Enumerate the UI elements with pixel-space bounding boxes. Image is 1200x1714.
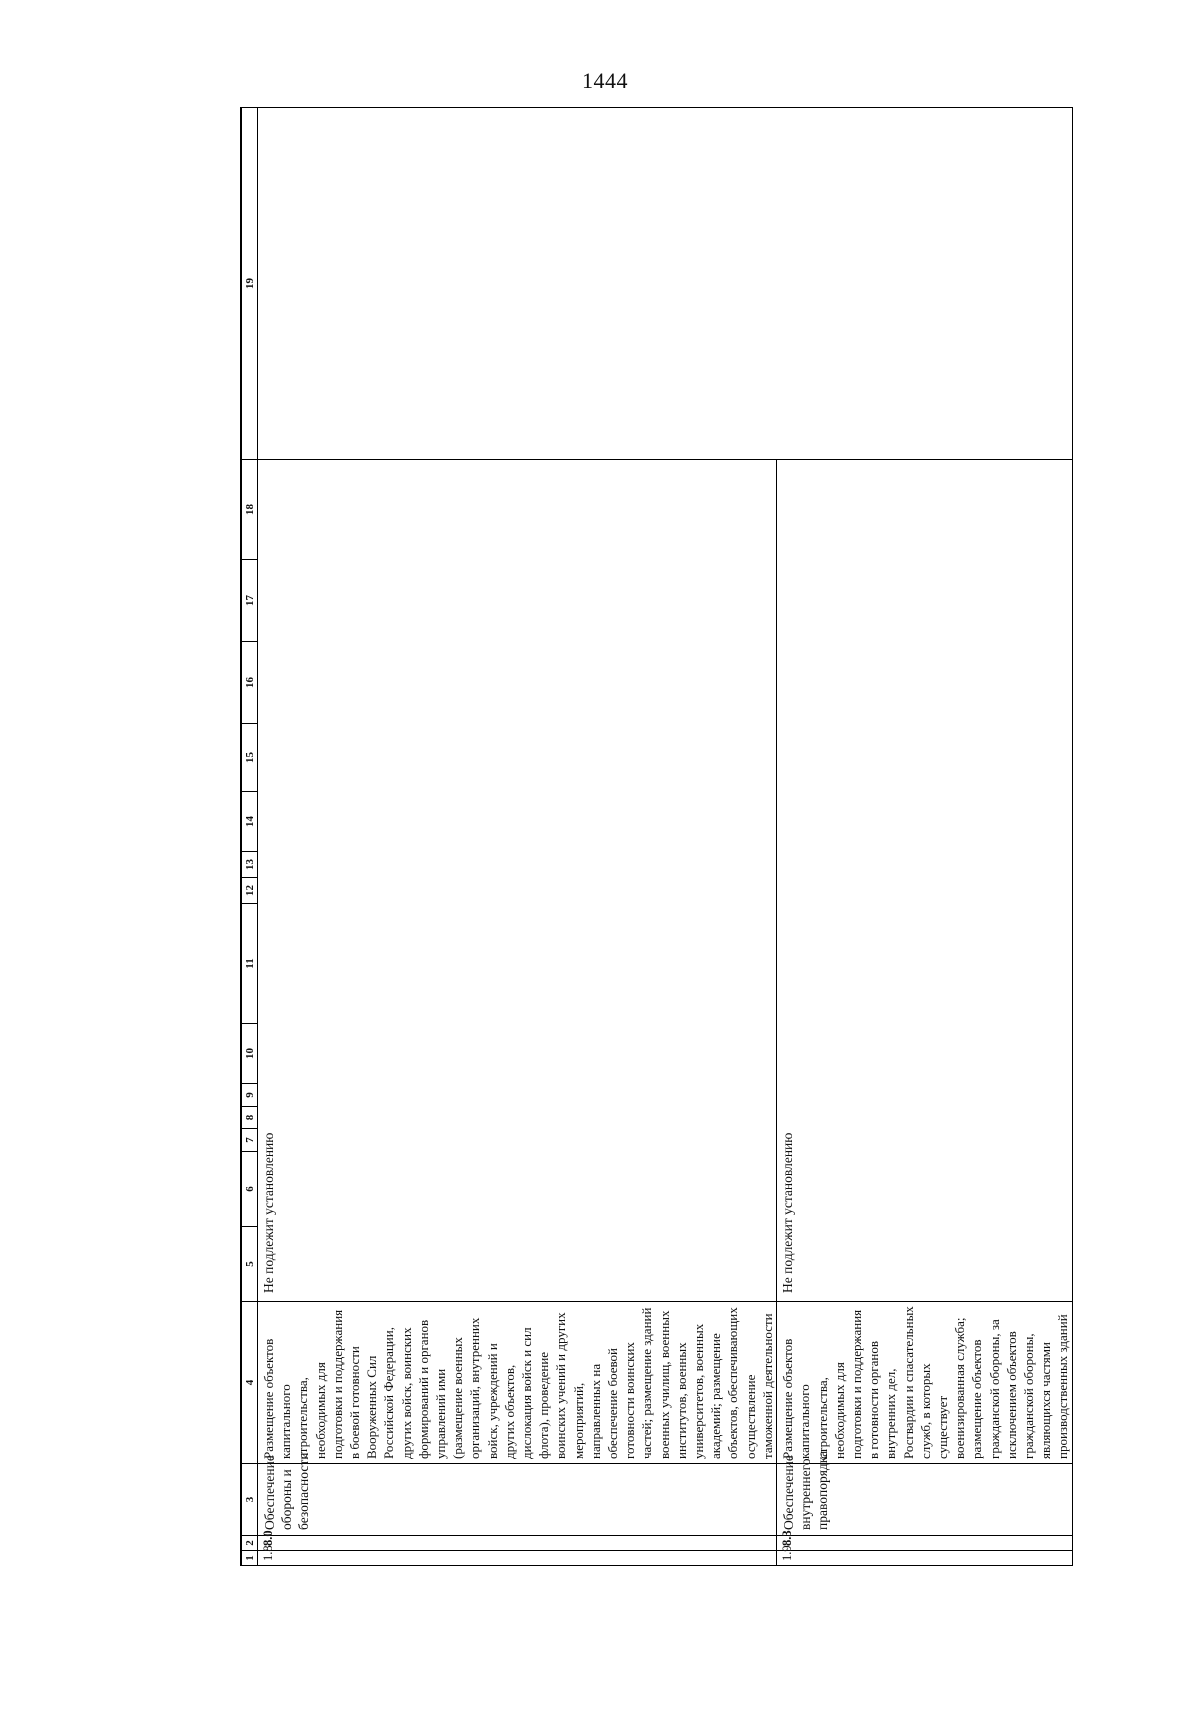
column-header: 12: [241, 878, 258, 904]
column-header: 19: [241, 108, 258, 460]
column-header: 4: [241, 1302, 258, 1464]
use-code: 8.3: [777, 1536, 1072, 1551]
use-description: Размещение объектов капитального строительства, необходимых для подготовки и поддержания в готовности органов внутренних дел, Росгвардии и спасательных служб, в которых существует военизированная служба; размещение объектов гражданской обороны, за исключением объектов гражданской обороны, являющихся частями производственных зданий: [777, 1302, 1072, 1464]
use-description: Размещение объектов капитального строительства, необходимых для подготовки и поддержания в боевой готовности Вооруженных Сил Российской Федерации, других войск, воинских формирований и органов управлений ими (размещение военных организаций, внутренних войск, учреждений и других объектов, дислокация войск и сил флота), проведение воинских учений и других мероприятий, направленных на обеспечение боевой готовности воинских частей; размещение зданий военных училищ, военных институтов, военных университетов, военных академий; размещение объектов, обеспечивающих осуществление таможенной деятельности: [258, 1302, 777, 1464]
column-header: 17: [241, 560, 258, 642]
parameters-not-applicable: Не подлежит установлению: [258, 460, 777, 1302]
column-header: 2: [241, 1536, 258, 1551]
land-use-table: [240, 107, 1073, 1566]
page-number: 1444: [582, 68, 628, 93]
column-header: 5: [241, 1227, 258, 1302]
use-category: Обеспечение внутреннего правопорядка: [777, 1464, 1072, 1536]
column-header: 3: [241, 1464, 258, 1536]
column-header: 15: [241, 724, 258, 792]
use-code: 8.0: [258, 1536, 777, 1551]
column-header: 13: [241, 852, 258, 878]
use-category: Обеспечение обороны и безопасности: [258, 1464, 777, 1536]
table-row: [258, 108, 777, 1566]
column-header: 16: [241, 642, 258, 724]
rotated-table-container: [240, 128, 1071, 1566]
column-header: 11: [241, 904, 258, 1024]
row-number: 1.8: [258, 1551, 777, 1566]
column-19-cell: [258, 108, 1073, 460]
row-number: 1.9: [777, 1551, 1072, 1566]
column-header: 10: [241, 1024, 258, 1084]
column-header: 18: [241, 460, 258, 560]
column-header: 8: [241, 1107, 258, 1129]
column-header: 14: [241, 792, 258, 852]
column-header: 7: [241, 1129, 258, 1152]
column-header: 6: [241, 1152, 258, 1227]
column-header: 1: [241, 1551, 258, 1566]
parameters-not-applicable: Не подлежит установлению: [777, 460, 1072, 1302]
column-header: 9: [241, 1084, 258, 1107]
column-number-header-row: [241, 108, 258, 1566]
